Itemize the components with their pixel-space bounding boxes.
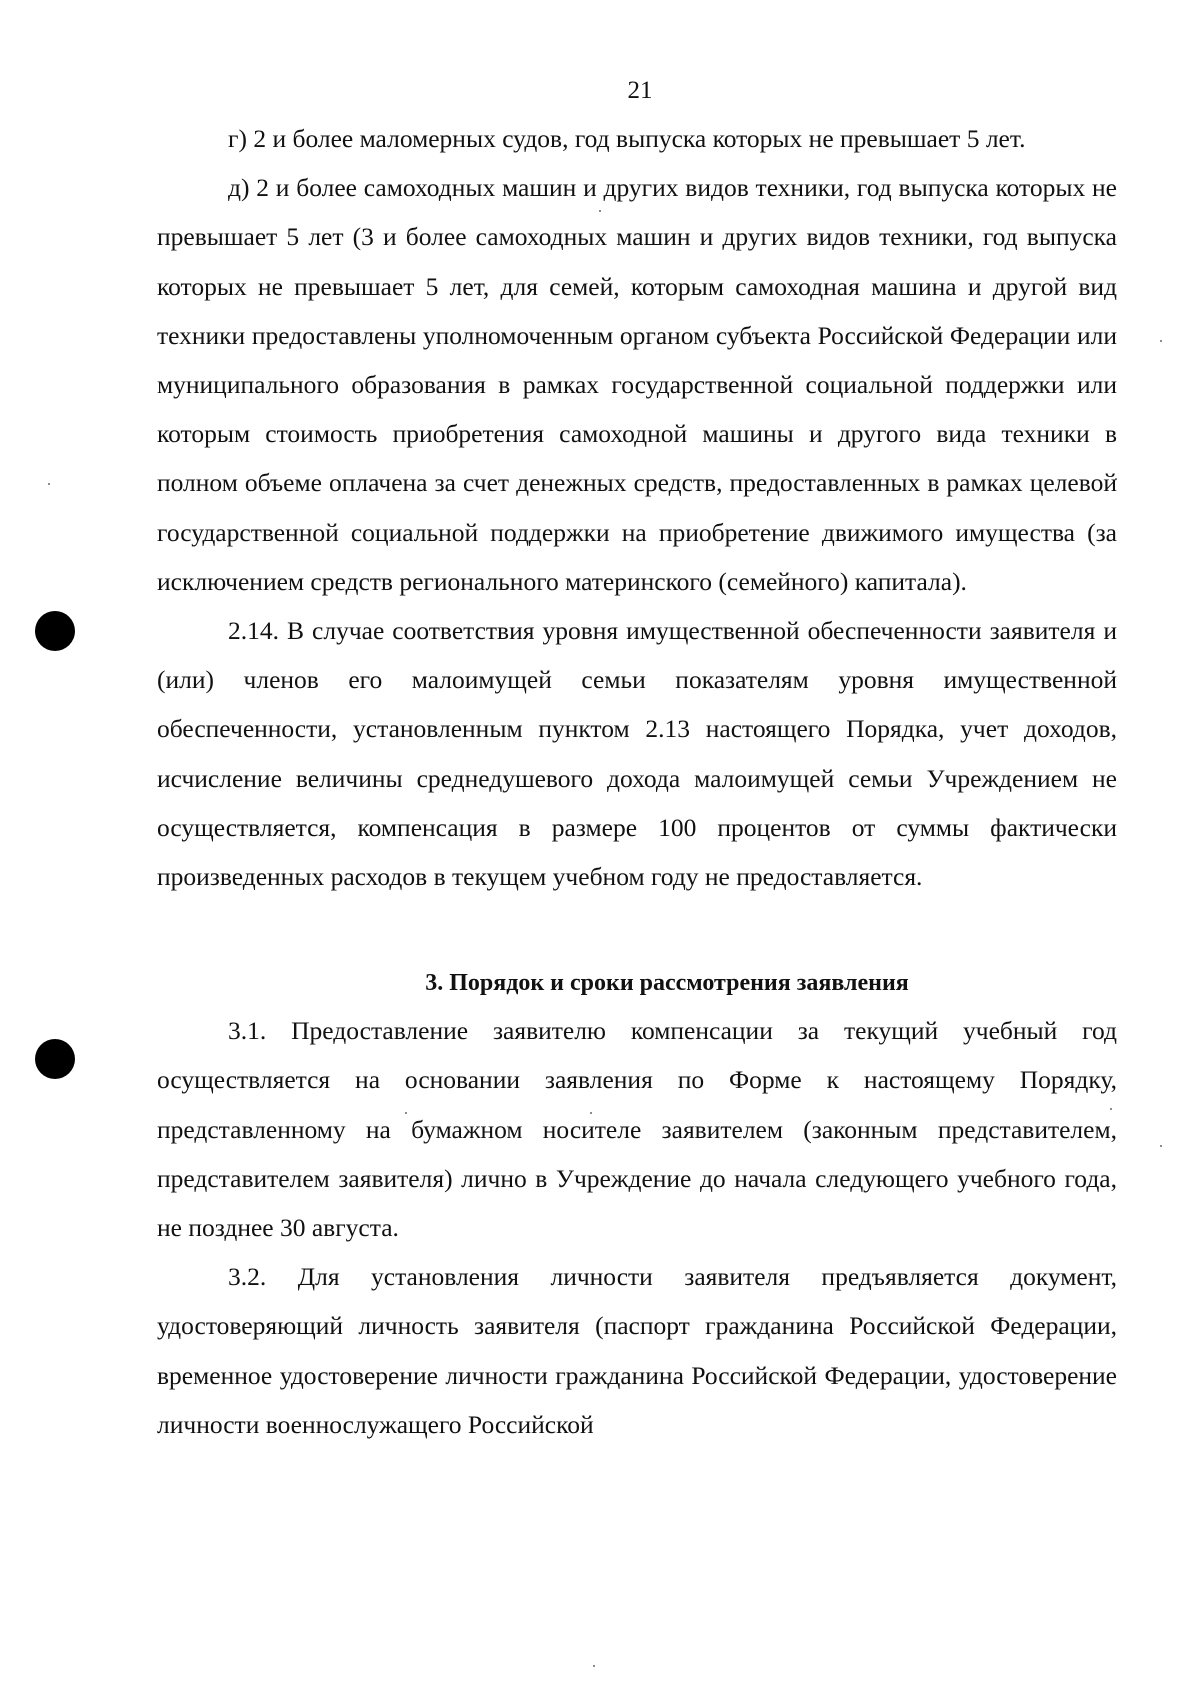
scan-speck [48, 483, 50, 485]
punch-hole-mark [35, 611, 75, 651]
page-number: 21 [627, 77, 653, 104]
paragraph-item-d: д) 2 и более самоходных машин и других видов техники, год выпуска которых не превышает 5 лет (3 и более самоходных машин и других видов техники, год выпуска которых не превышает 5 лет, для семей, которым самоходная машина и другой вид техники предоставлены уполномоченным органом субъекта Российской Федерации или муниципального образования в рамках государственной социальной поддержки или которым стоимость приобретения самоходной машины и другого вида техники в полном объеме оплачена за счет денежных средств, предоставленных в рамках целевой государственной социальной поддержки на приобретение движимого имущества (за исключением средств регионального материнского (семейного) капитала). [157, 173, 1117, 596]
scan-speck [1160, 340, 1162, 342]
paragraph-item-g: г) 2 и более маломерных судов, год выпуска которых не превышает 5 лет. [228, 124, 1026, 153]
punch-hole-mark [35, 1039, 75, 1079]
scan-speck [593, 1665, 595, 1667]
paragraph-3-1: 3.1. Предоставление заявителю компенсации за текущий учебный год осуществляется на основании заявления по Форме к настоящему Порядку, представленному на бумажном носителе заявителем (законным представителем, представителем заявителя) лично в Учреждение до начала следующего учебного года, не позднее 30 августа. [157, 1016, 1117, 1243]
paragraph-2-14: 2.14. В случае соответствия уровня имущественной обеспеченности заявителя и (или) членов его малоимущей семьи показателям уровня имущественной обеспеченности, установленным пунктом 2.13 настоящего Порядка, учет доходов, исчисление величины среднедушевого дохода малоимущей семьи Учреждением не осуществляется, компенсация в размере 100 процентов от суммы фактически произведенных расходов в текущем учебном году не предоставляется. [157, 616, 1117, 892]
section-heading: 3. Порядок и сроки рассмотрения заявления [425, 970, 909, 997]
paragraph-3-2: 3.2. Для установления личности заявителя предъявляется документ, удостоверяющий личность заявителя (паспорт гражданина Российской Федерации, временное удостоверение личности гражданина Российской Федерации, удостоверение личности военнослужащего Российской [157, 1262, 1117, 1439]
scan-speck [1160, 1145, 1162, 1147]
document-body [157, 114, 1117, 1449]
